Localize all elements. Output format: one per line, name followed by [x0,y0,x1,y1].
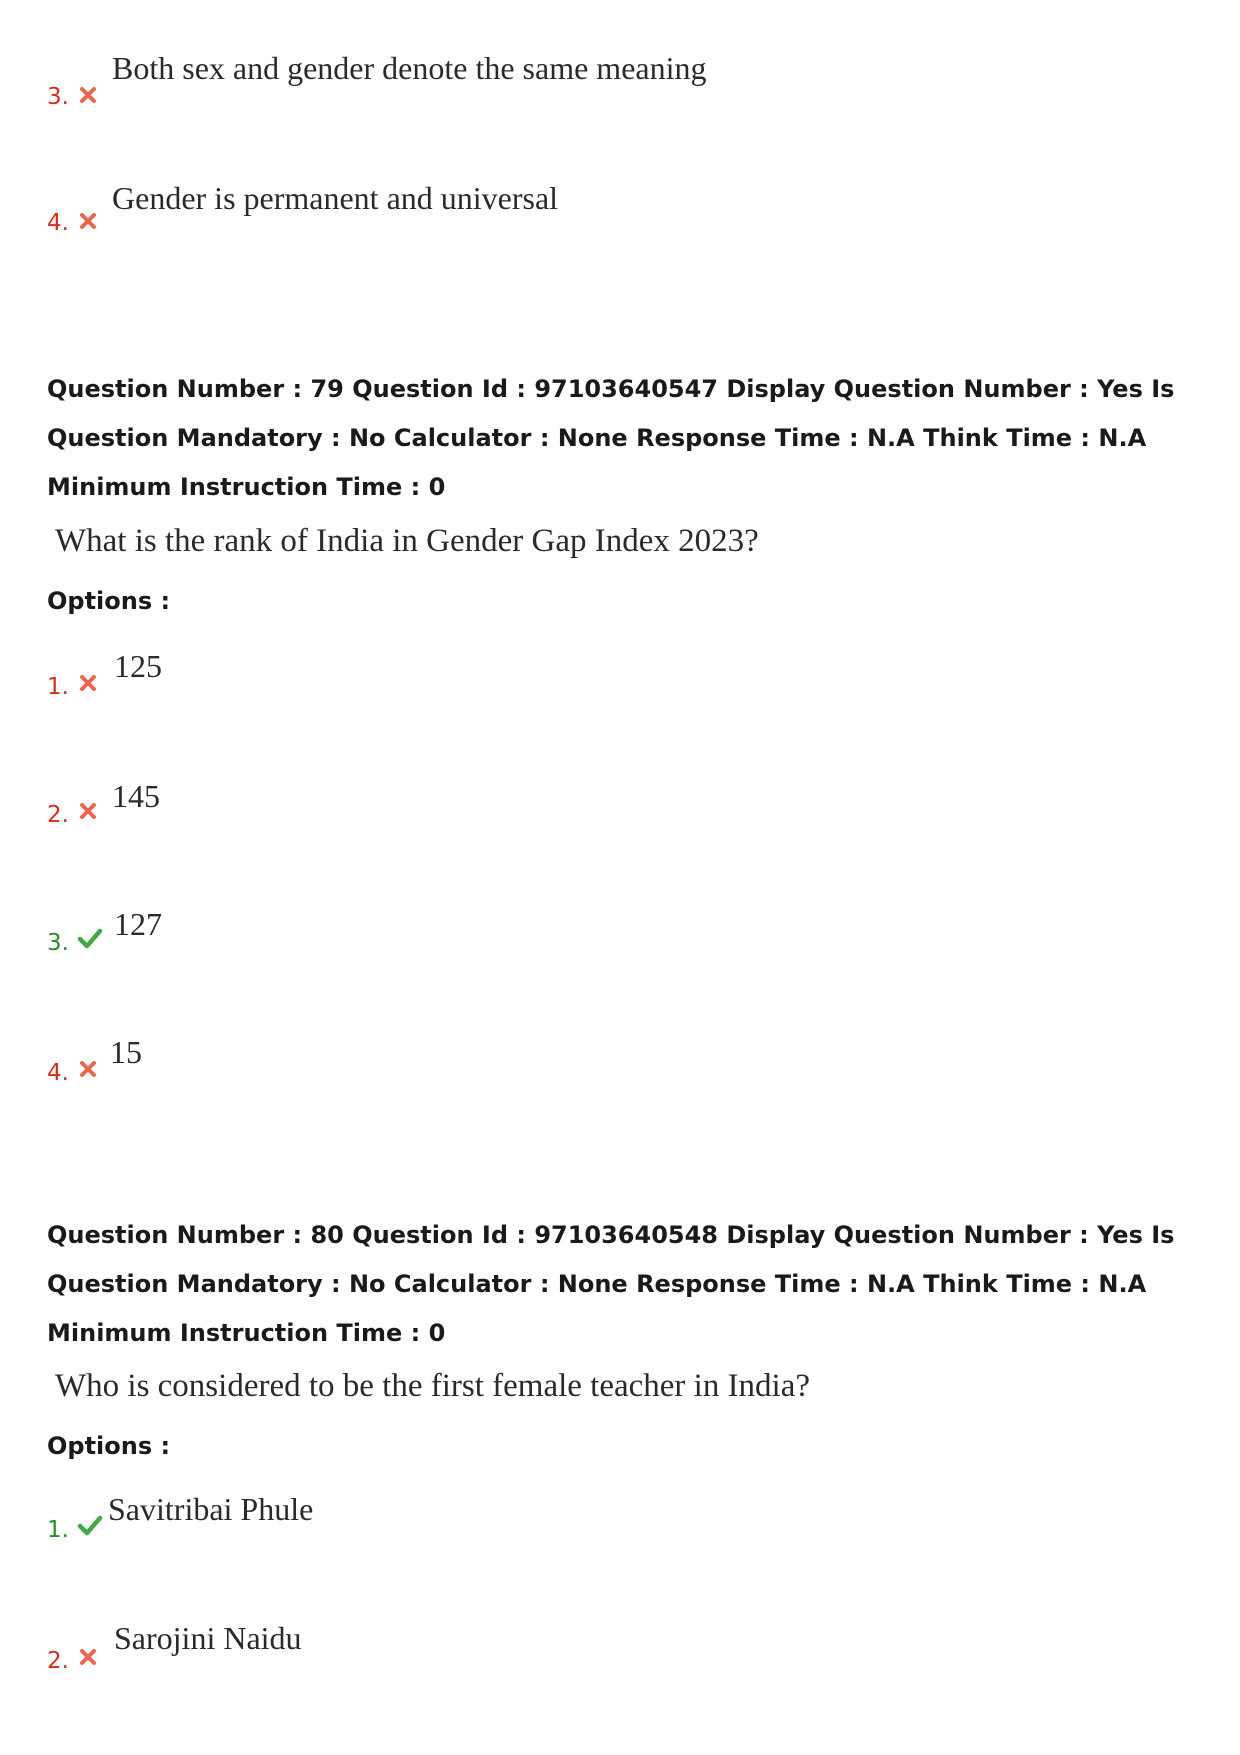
option-text: 127 [114,906,162,942]
question-text: Who is considered to be the first female teacher in India? [55,1368,811,1404]
options-label: Options : [47,587,171,615]
option-number: 1. [47,1517,69,1543]
option-text: Sarojini Naidu [114,1620,302,1656]
option-text: 15 [110,1034,142,1070]
check-icon [77,926,103,950]
option-number: 2. [47,802,69,828]
cross-icon [77,210,99,232]
cross-icon [77,1058,99,1080]
option-text: Gender is permanent and universal [112,180,559,216]
cross-icon [77,1646,99,1668]
options-label: Options : [47,1432,171,1460]
cross-icon [77,84,99,106]
option-number: 2. [47,1648,69,1674]
question-text: What is the rank of India in Gender Gap Index 2023? [55,523,759,559]
option-number: 3. [47,84,69,110]
option-text: 125 [114,648,162,684]
option-number: 4. [47,210,69,236]
question-meta: Question Number : 80 Question Id : 97103640548 Display Question Number : Yes Is Question Mandatory : No Calculator : None Response Time : N.A Think Time : N.A Minimum Instruction Time : 0 [47,1221,1175,1347]
option-text: 145 [112,778,160,814]
cross-icon [77,672,99,694]
question-meta: Question Number : 79 Question Id : 97103640547 Display Question Number : Yes Is Question Mandatory : No Calculator : None Response Time : N.A Think Time : N.A Minimum Instruction Time : 0 [47,375,1175,501]
option-text: Both sex and gender denote the same meaning [112,50,707,86]
check-icon [77,1513,103,1537]
cross-icon [77,800,99,822]
option-number: 3. [47,930,69,956]
option-number: 4. [47,1060,69,1086]
option-number: 1. [47,674,69,700]
option-text: Savitribai Phule [108,1491,314,1527]
